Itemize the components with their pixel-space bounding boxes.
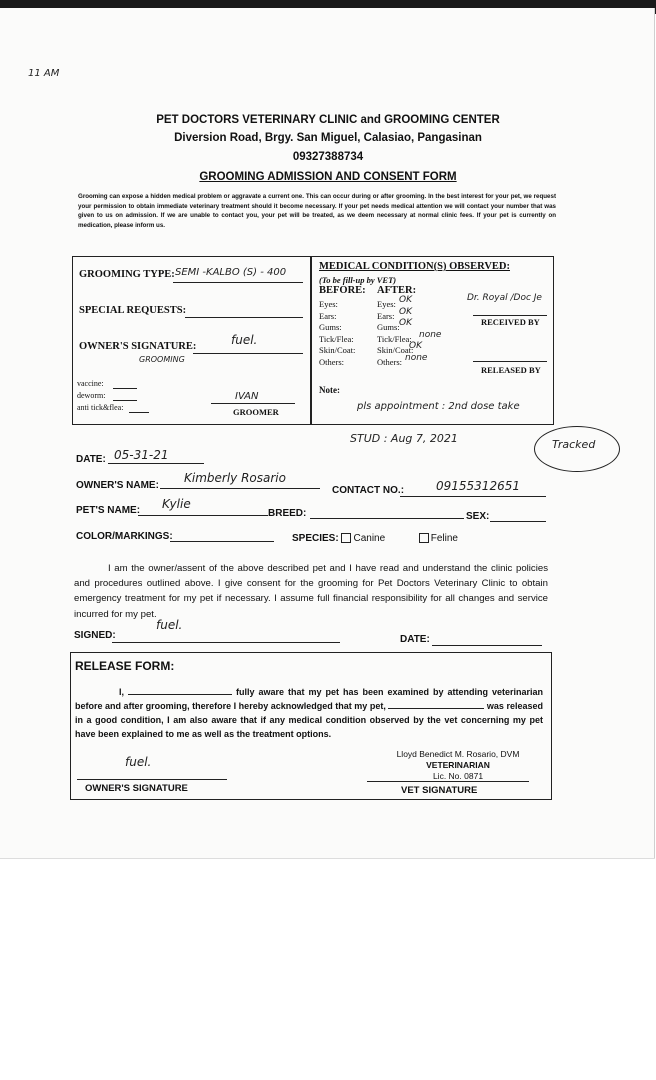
received-by-label: RECEIVED BY — [481, 317, 540, 327]
vet-signature-label: VET SIGNATURE — [401, 785, 478, 796]
contact-line — [400, 496, 546, 497]
release-i-label: I, — [119, 687, 125, 697]
vet-name: Lloyd Benedict M. Rosario, DVM — [396, 749, 520, 759]
breed-line — [310, 518, 464, 519]
special-requests-line — [185, 317, 303, 318]
owner-name-value: Kimberly Rosario — [184, 471, 286, 485]
grooming-type-label: GROOMING TYPE: — [79, 269, 175, 280]
release-title: RELEASE FORM: — [75, 659, 175, 673]
after-values — [399, 295, 441, 364]
grooming-type-line — [173, 282, 303, 283]
medical-subtitle: (To be fill-up by VET) — [319, 275, 397, 285]
species-label: SPECIES: — [292, 533, 339, 544]
after-others: Others: — [377, 356, 403, 367]
clinic-address: Diversion Road, Brgy. San Miguel, Calasiao, Pangasinan — [174, 132, 482, 144]
release-text-2: was released in a good condition, I am also aware that if any medical condition observed by the vet concerning my pet have been explained to me as well as the treatment options. — [75, 701, 543, 739]
owner-release-label: OWNER'S SIGNATURE — [85, 783, 188, 794]
antitick-label: anti tick&flea: — [77, 403, 124, 412]
date-value: 05-31-21 — [114, 448, 169, 462]
released-by-label: RELEASED BY — [481, 365, 541, 375]
antitick-line — [129, 412, 149, 413]
released-by-line — [473, 361, 547, 362]
release-text-1: fully aware that my pet has been examined by attending veterinarian before and after grooming, therefore I hereby acknowledged that my pet, — [75, 687, 543, 711]
after-gums: Gums: — [377, 322, 400, 332]
after-ears-value: OK — [399, 306, 412, 317]
clinic-name: PET DOCTORS VETERINARY CLINIC and GROOMING CENTER — [156, 114, 500, 126]
medical-box — [310, 256, 554, 425]
clinic-phone: 09327388734 — [292, 151, 364, 163]
feline-checkbox[interactable] — [419, 533, 429, 543]
after-eyes-value: OK — [399, 295, 412, 305]
owner-release-signature: fuel. — [125, 755, 152, 769]
date2-label: DATE: — [400, 634, 430, 645]
after-label: AFTER: — [377, 285, 417, 296]
before-ears: Ears: — [319, 310, 337, 321]
note-text: pls appointment : 2nd dose take — [357, 401, 520, 412]
contact-label: CONTACT NO.: — [332, 485, 405, 496]
vet-lic: Lic. No. 0871 — [432, 771, 484, 781]
color-label: COLOR/MARKINGS: — [76, 531, 173, 542]
groomer-name: IVAN — [235, 391, 259, 402]
breed-label: BREED: — [268, 508, 307, 519]
release-paragraph — [75, 685, 543, 741]
sex-label: SEX: — [466, 511, 490, 522]
sex-line — [490, 521, 546, 522]
before-skin: Skin/Coat: — [319, 345, 356, 355]
date2-line — [432, 645, 542, 646]
vet-title: VETERINARIAN — [426, 760, 490, 770]
pet-name-value: Kylie — [162, 497, 191, 511]
after-ears: Ears: — [377, 310, 395, 321]
owner-name-label: OWNER'S NAME: — [76, 480, 159, 491]
pet-name-label: PET'S NAME: — [76, 505, 141, 516]
consent-paragraph: I am the owner/assent of the above described pet and I have read and understand the clinic policies and procedures outlined above. I give consent for the grooming for Pet Doctors Veterinary Clinic to obtain emergency treatment for my pet if necessary. I assume full financial responsibility for all changes and service incurred for my pet. — [74, 563, 548, 620]
pet-name-line — [138, 515, 268, 516]
stud-note: STUD : Aug 7, 2021 — [350, 432, 458, 445]
margin-note: 11 AM — [28, 68, 60, 79]
before-gums: Gums: — [319, 322, 342, 332]
owner-signature-line — [193, 353, 303, 354]
after-others-value: none — [405, 352, 428, 363]
deworm-label: deworm: — [77, 391, 106, 400]
release-box — [70, 652, 552, 800]
after-gums-value: OK — [399, 318, 412, 328]
signed-signature: fuel. — [156, 618, 183, 632]
species-group — [292, 533, 458, 544]
before-tick: Tick/Flea: — [319, 333, 354, 344]
date-label: DATE: — [76, 454, 106, 465]
deworm-line — [113, 400, 137, 401]
form-paper — [0, 8, 655, 858]
grooming-type-value: SEMI -KALBO (S) - 400 — [175, 267, 287, 278]
before-others: Others: — [319, 356, 345, 367]
canine-checkbox[interactable] — [341, 533, 351, 543]
groomer-label: GROOMER — [233, 407, 279, 417]
before-list — [319, 299, 355, 368]
received-by-signature: Dr. Royal /Doc Je — [467, 293, 542, 303]
received-by-line — [473, 315, 547, 316]
signed-label: SIGNED: — [74, 630, 116, 641]
before-eyes: Eyes: — [319, 299, 338, 309]
grooming-box — [72, 256, 312, 425]
circled-note: Tracked — [552, 438, 596, 451]
owner-signature-label: OWNER'S SIGNATURE: — [79, 341, 197, 352]
intro-paragraph: Grooming can expose a hidden medical problem or aggravate a current one. This can occur during or after grooming. In the best interest for your pet, we request your permission to obtain immediate veterinary treatment should it become necessary. If your pet needs medical attention we will contact your number that was given to us on admission. If we are unable to contact you, your pet will be treated, as we deem necessary at normal clinic fees. If your pet is currently on medication, please inform us. — [78, 193, 556, 229]
special-requests-label: SPECIAL REQUESTS: — [79, 305, 187, 316]
after-eyes: Eyes: — [377, 299, 396, 309]
color-line — [170, 541, 274, 542]
after-skin: Skin/Coat: — [377, 345, 414, 355]
groomer-line — [211, 403, 295, 404]
contact-value: 09155312651 — [436, 479, 520, 493]
medical-title: MEDICAL CONDITION(S) OBSERVED: — [319, 261, 510, 272]
after-tick: Tick/Flea: — [377, 333, 412, 344]
owner-name-line — [160, 488, 320, 489]
note-label: Note: — [319, 385, 340, 395]
canine-label: Canine — [353, 533, 386, 544]
before-label: BEFORE: — [319, 285, 366, 296]
owner-release-line — [77, 779, 227, 780]
date-line — [108, 463, 204, 464]
feline-label: Feline — [430, 533, 458, 544]
grooming-note: GROOMING — [139, 355, 185, 364]
owner-signature: fuel. — [231, 333, 258, 347]
vet-stamp — [383, 749, 533, 782]
after-skin-value: OK — [409, 341, 422, 351]
form-title: GROOMING ADMISSION AND CONSENT FORM — [199, 171, 457, 183]
after-tick-value: none — [419, 329, 442, 340]
signed-line — [112, 642, 340, 643]
vet-signature-line — [367, 781, 529, 782]
vaccine-label: vaccine: — [77, 379, 104, 388]
vaccine-line — [113, 388, 137, 389]
